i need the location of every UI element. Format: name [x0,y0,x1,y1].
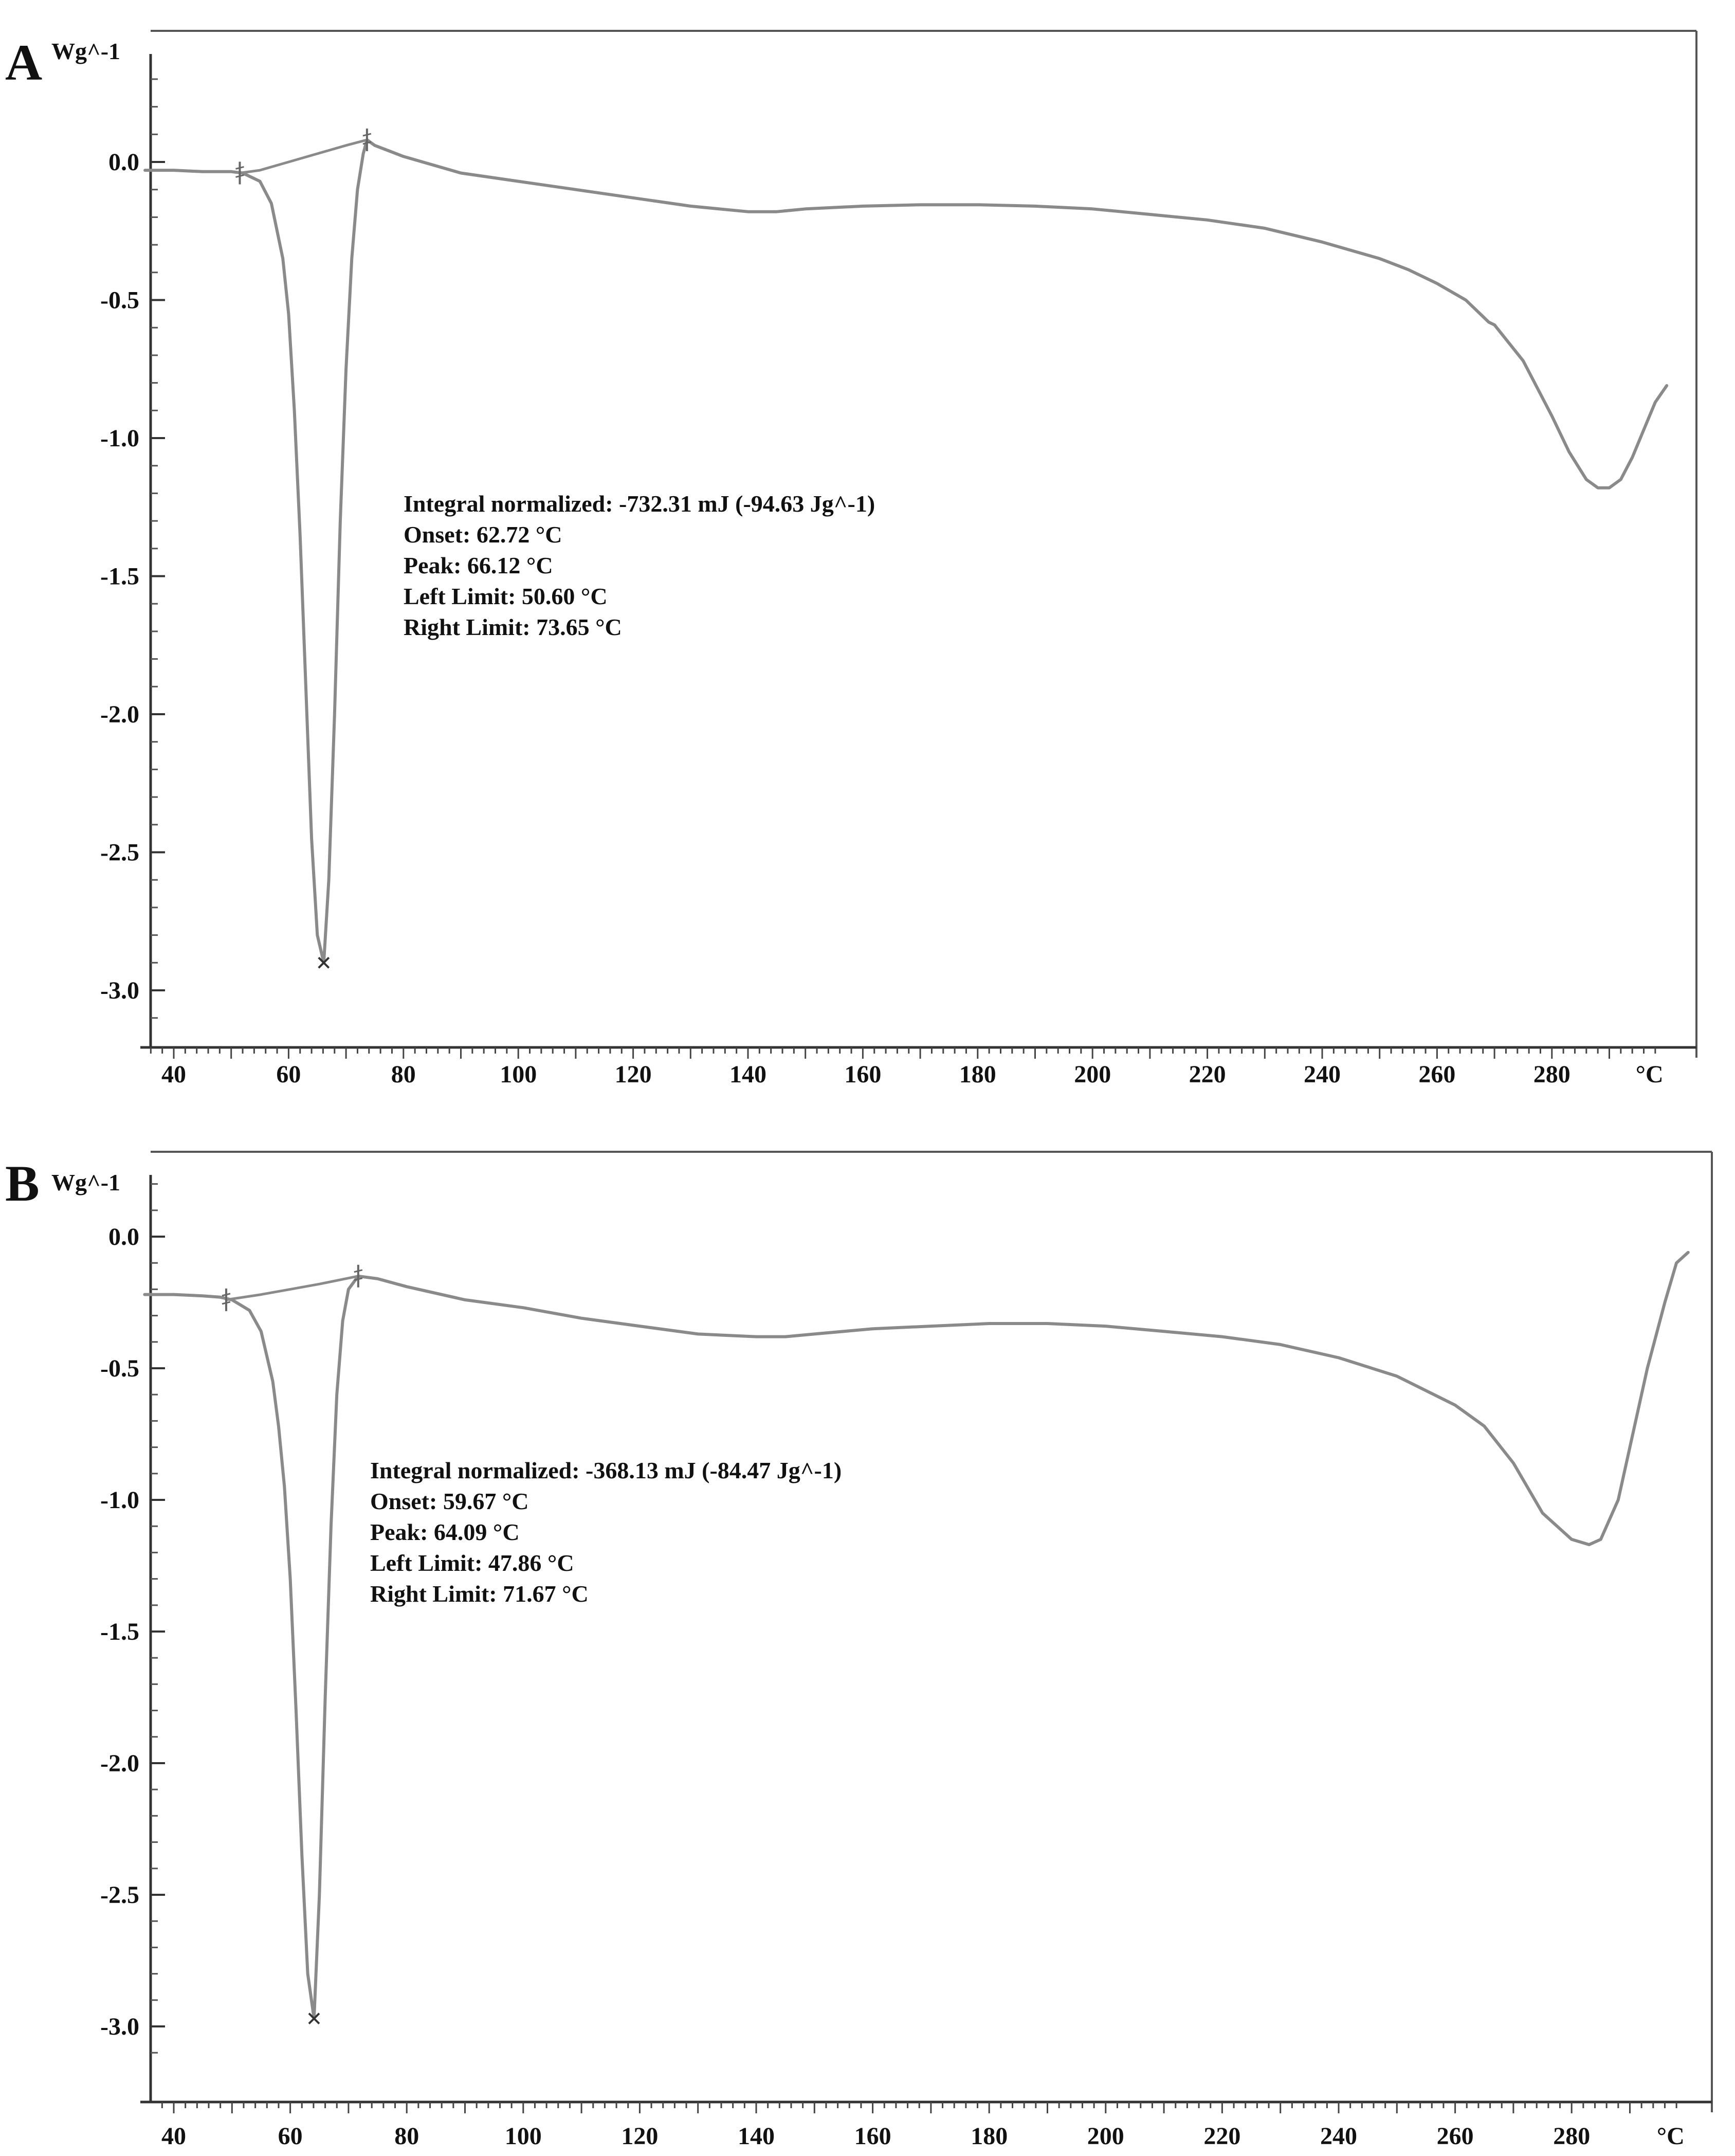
x-tick-label: 180 [971,2123,1008,2150]
x-tick-label: 260 [1418,1061,1456,1088]
y-axis-unit: Wg^-1 [51,1169,121,1195]
x-tick-label: 220 [1203,2123,1241,2150]
y-tick-label: -3.0 [100,2013,139,2040]
y-tick-label: -2.0 [100,701,139,728]
chart-panel-a [5,31,1696,1088]
y-tick-label: -1.0 [100,425,139,452]
y-tick-label: -2.0 [100,1750,139,1777]
y-tick-label: -2.5 [100,839,139,866]
x-tick-label: 260 [1436,2123,1474,2150]
annotation-line: Integral normalized: -368.13 mJ (-84.47 Jg^-1) [370,1457,842,1483]
x-tick-label: 100 [500,1061,537,1088]
y-tick-label: -2.5 [100,1881,139,1909]
x-axis-unit: °C [1656,2123,1685,2150]
x-tick-label: 100 [504,2123,542,2150]
x-tick-label: 140 [738,2123,775,2150]
dsc-curve [144,1253,1688,2019]
annotation-line: Left Limit: 47.86 °C [370,1550,574,1576]
y-tick-label: 0.0 [108,1223,139,1251]
annotation-line: Peak: 66.12 °C [404,552,553,578]
annotation-line: Integral normalized: -732.31 mJ (-94.63 Jg^-1) [404,491,875,517]
panel-letter: A [5,34,43,91]
x-tick-label: 60 [278,2123,303,2150]
x-tick-label: 200 [1074,1061,1111,1088]
panel-letter: B [5,1155,40,1212]
y-tick-label: -1.5 [100,1618,139,1645]
x-tick-label: 120 [614,1061,652,1088]
x-tick-label: 160 [844,1061,882,1088]
dsc-curve [145,140,1667,963]
y-tick-label: 0.0 [108,149,139,176]
annotation-line: Right Limit: 73.65 °C [404,614,622,640]
y-tick-label: -0.5 [100,286,139,314]
annotation-line: Onset: 59.67 °C [370,1488,529,1514]
x-tick-label: 180 [959,1061,996,1088]
x-tick-label: 220 [1189,1061,1226,1088]
x-tick-label: 240 [1304,1061,1341,1088]
integration-baseline [226,1276,358,1300]
x-tick-label: 140 [729,1061,766,1088]
x-tick-label: 60 [276,1061,301,1088]
annotation-line: Onset: 62.72 °C [404,521,562,548]
annotation-line: Right Limit: 71.67 °C [370,1581,589,1607]
x-tick-label: 280 [1553,2123,1591,2150]
annotation-line: Peak: 64.09 °C [370,1519,520,1545]
y-tick-label: -1.0 [100,1487,139,1514]
annotation-line: Left Limit: 50.60 °C [404,583,608,609]
x-tick-label: 40 [161,1061,186,1088]
x-tick-label: 40 [161,2123,186,2150]
x-tick-label: 80 [394,2123,419,2150]
y-axis-unit: Wg^-1 [51,38,121,64]
chart-panel-b [5,1152,1712,2150]
integration-baseline [240,140,367,173]
x-axis-unit: °C [1635,1061,1664,1088]
x-tick-label: 160 [854,2123,891,2150]
x-tick-label: 120 [621,2123,659,2150]
x-tick-label: 80 [391,1061,416,1088]
y-tick-label: -0.5 [100,1355,139,1382]
x-tick-label: 240 [1320,2123,1357,2150]
x-tick-label: 200 [1087,2123,1124,2150]
y-tick-label: -3.0 [100,977,139,1004]
x-tick-label: 280 [1533,1061,1570,1088]
y-tick-label: -1.5 [100,563,139,590]
